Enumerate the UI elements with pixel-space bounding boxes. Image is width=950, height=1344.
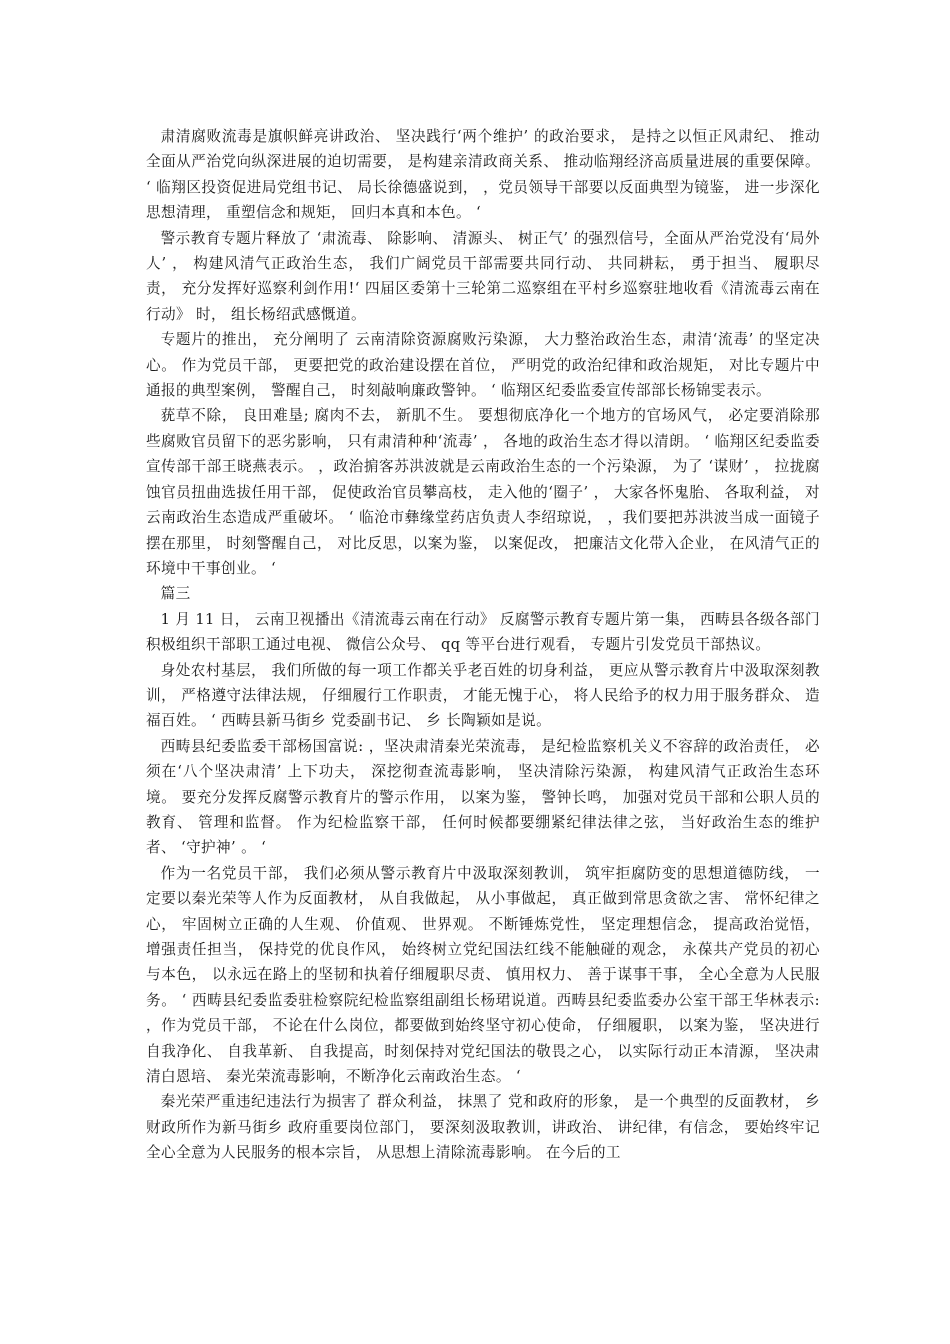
paragraph: 作为一名党员干部， 我们必须从警示教育片中汲取深刻教训， 筑牢拒腐防变的思想道德防线， 一定要以秦光荣等人作为反面教材， 从自我做起， 从小事做起， 真正做到常思贪欲之害、 常怀纪律之心， 牢固树立正确的人生观、 价值观、 世界观。 不断锤炼党性， 坚定理想信念， 提高政治觉悟， 增强责任担当， 保持党的优良作风， 始终树立党纪国法红线不能触碰的观念， 永葆共产党员的初心与本色， 以永远在路上的坚韧和执着仔细履职尽责、 慎用权力、 善于谋事干事， 全心全意为人民服务。 ‘ 西畴县纪委监委驻检察院纪检监察组副组长杨珺说道。西畴县纪委监委办公室干部王华林表示: ，作为党员干部， 不论在什么岗位，都要做到始终坚守初心使命， 仔细履职， 以案为鉴， 坚决进行自我净化、 自我革新、 自我提高，时刻保持对党纪国法的敬畏之心， 以实际行动正本清源， 坚决肃清白恩培、 秦光荣流毒影响，不断净化云南政治生态。 ‘ [146, 864, 820, 1086]
paragraph: 西畴县纪委监委干部杨国富说: ，坚决肃清秦光荣流毒， 是纪检监察机关义不容辞的政治责任， 必须在‘八个坚决肃清’ 上下功夫， 深挖彻查流毒影响， 坚决清除污染源， 构建风清气正政治生态环境。 要充分发挥反腐警示教育片的警示作用， 以案为鉴， 警钟长鸣， 加强对党员干部和公职人员的教育、 管理和监督。 作为纪检监察干部， 任何时候都要绷紧纪律法律之弦， 当好政治生态的维护者、 ‘守护神’ 。 ‘ [146, 737, 820, 857]
paragraph: 专题片的推出， 充分阐明了 云南清除资源腐败污染源， 大力整治政治生态，肃清‘流毒’ 的坚定决心。 作为党员干部， 更要把党的政治建设摆在首位， 严明党的政治纪律和政治规矩， 对比专题片中通报的典型案例， 警醒自己， 时刻敲响廉政警钟。 ‘ 临翔区纪委监委宣传部部长杨锦雯表示。 [146, 331, 820, 400]
paragraph: 肃清腐败流毒是旗帜鲜亮讲政治、 坚决践行‘两个维护’ 的政治要求， 是持之以恒正风肃纪、 推动全面从严治党向纵深进展的迫切需要， 是构建亲清政商关系、 推动临翔经济高质量进展的重要保障。 ‘ 临翔区投资促进局党组书记、 局长徐德盛说到， ，党员领导干部要以反面典型为镜鉴， 进一步深化思想清理， 重塑信念和规矩， 回归本真和本色。 ‘ [146, 128, 820, 222]
document-body [146, 124, 820, 1166]
section-heading: 篇三 [160, 585, 191, 603]
paragraph: 1 月 11 日， 云南卫视播出《清流毒云南在行动》 反腐警示教育专题片第一集， 西畴县各级各部门积极组织干部职工通过电视、 微信公众号、 qq 等平台进行观看， 专题片引发党员干部热议。 [146, 610, 820, 654]
paragraph: 莸草不除， 良田难垦; 腐肉不去， 新肌不生。 要想彻底净化一个地方的官场风气， 必定要消除那些腐败官员留下的恶劣影响， 只有肃清种种‘流毒’ ， 各地的政治生态才得以清朗。 ‘ 临翔区纪委监委宣传部干部王晓燕表示。 ，政治掮客苏洪波就是云南政治生态的一个污染源， 为了 ‘谋财’ ， 拉拢腐蚀官员扭曲选拔任用干部， 促使政治官员攀高枝， 走入他的‘圈子’ ， 大家各怀鬼胎、 各取利益， 对云南政治生态造成严重破坏。 ‘ 临沧市彝缘堂药店负责人李绍琼说， ，我们要把苏洪波当成一面镜子摆在那里， 时刻警醒自己， 对比反思，以案为鉴， 以案促改， 把廉洁文化带入企业， 在风清气正的环境中干事创业。 ‘ [146, 407, 820, 577]
paragraph: 秦光荣严重违纪违法行为损害了 群众利益， 抹黑了 党和政府的形象， 是一个典型的反面教材， 乡 财政所作为新马街乡 政府重要岗位部门， 要深刻汲取教训，讲政治、 讲纪律，有信念， 要始终牢记全心全意为人民服务的根本宗旨， 从思想上清除流毒影响。 在今后的工 [146, 1093, 820, 1162]
paragraph: 身处农村基层， 我们所做的每一项工作都关乎老百姓的切身利益， 更应从警示教育片中汲取深刻教训， 严格遵守法律法规， 仔细履行工作职责， 才能无愧于心， 将人民给予的权力用于服务群众、 造福百姓。 ‘ 西畴县新马街乡 党委副书记、 乡 长陶颖如是说。 [146, 661, 820, 730]
paragraph: 警示教育专题片释放了 ‘肃流毒、 除影响、 清源头、 树正气’ 的强烈信号，全面从严治党没有‘局外人’ ， 构建风清气正政治生态， 我们广阔党员干部需要共同行动、 共同耕耘， 勇于担当、 履职尽责， 充分发挥好巡察利剑作用!‘ 四届区委第十三轮第二巡察组在平村乡巡察驻地收看《清流毒云南在行动》 时， 组长杨绍武感慨道。 [146, 229, 820, 323]
